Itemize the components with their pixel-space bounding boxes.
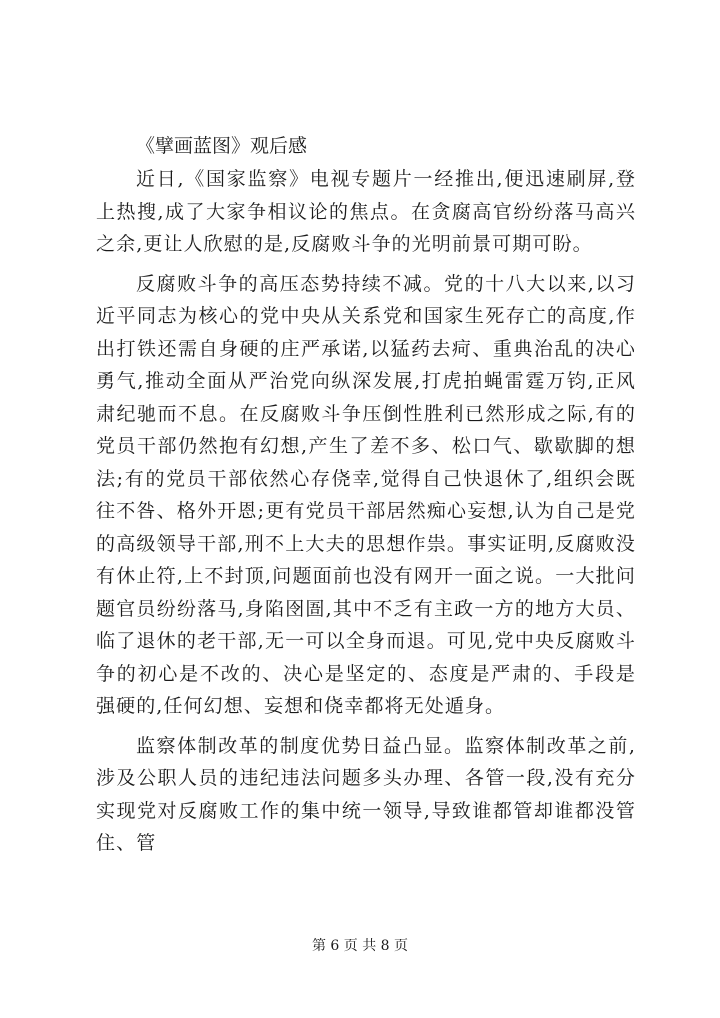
paragraph-supervision-reform: 监察体制改革的制度优势日益凸显。监察体制改革之前,涉及公职人员的违纪违法问题多头办理、各管一段,没有充分实现党对反腐败工作的集中统一领导,导致谁都管却谁都没管住、管 [96, 734, 636, 854]
page-footer: 第 6 页 共 8 页 [311, 938, 409, 954]
document-body [96, 163, 636, 867]
document-title: 《擘画蓝图》观后感 [136, 135, 308, 157]
paragraph-anti-corruption-pressure: 反腐败斗争的高压态势持续不减。党的十八大以来,以习近平同志为核心的党中央从关系党和国家生死存亡的高度,作出打铁还需自身硬的庄严承诺,以猛药去疴、重典治乱的决心勇气,推动全面从严治党向纵深发展,打虎拍蝇雷霆万钧,正风肃纪驰而不息。在反腐败斗争压倒性胜利已然形成之际,有的党员干部仍然抱有幻想,产生了差不多、松口气、歇歇脚的想法;有的党员干部依然心存侥幸,觉得自己快退休了,组织会既往不咎、格外开恩;更有党员干部居然痴心妄想,认为自己是党的高级领导干部,刑不上大夫的思想作祟。事实证明,反腐败没有休止符,上不封顶,问题面前也没有网开一面之说。一大批问题官员纷纷落马,身陷囹圄,其中不乏有主政一方的地方大员、临了退休的老干部,无一可以全身而退。可见,党中央反腐败斗争的初心是不改的、决心是坚定的、态度是严肃的、手段是强硬的,任何幻想、妄想和侥幸都将无处遁身。 [96, 272, 636, 717]
paragraph-intro: 近日,《国家监察》电视专题片一经推出,便迅速刷屏,登上热搜,成了大家争相议论的焦点。在贪腐高官纷纷落马高兴之余,更让人欣慰的是,反腐败斗争的光明前景可期可盼。 [96, 168, 636, 255]
